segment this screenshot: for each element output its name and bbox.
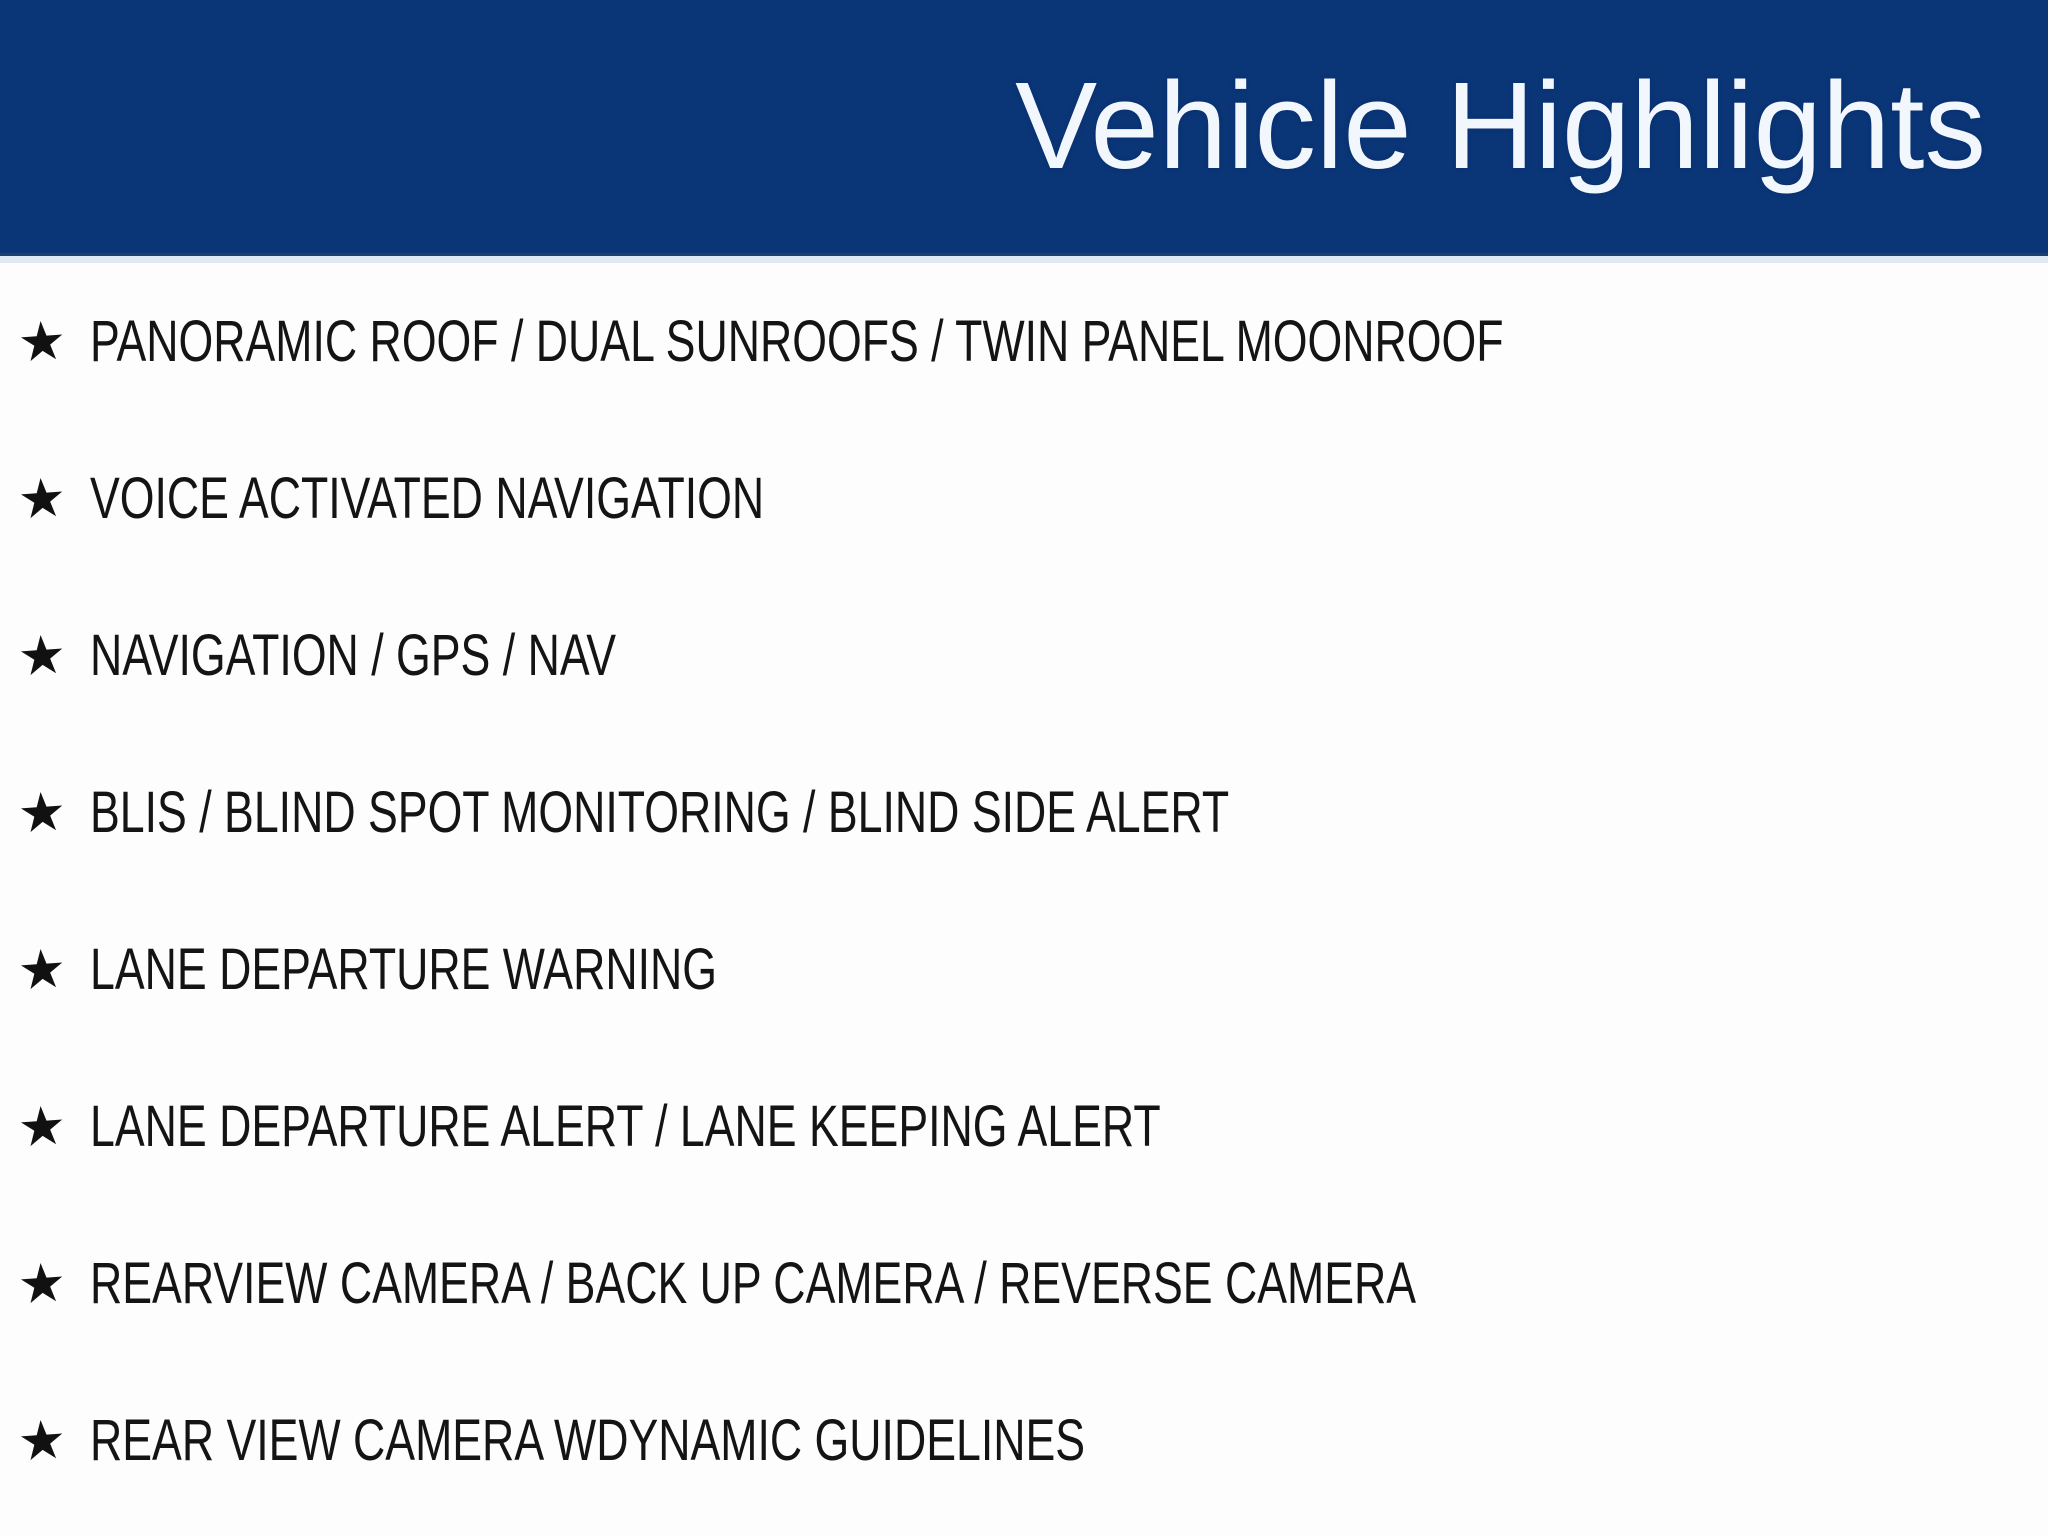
page-title: Vehicle Highlights [1015, 58, 1986, 195]
star-icon: ★ [15, 621, 69, 689]
list-item [0, 263, 2048, 420]
header-bar [0, 0, 2048, 256]
star-icon: ★ [15, 307, 69, 375]
star-icon: ★ [15, 464, 69, 532]
list-item [0, 577, 2048, 734]
star-icon: ★ [15, 935, 69, 1003]
list-item-text: NAVIGATION / GPS / NAV [90, 623, 617, 688]
star-icon: ★ [15, 1406, 69, 1474]
list-item [0, 1362, 2048, 1519]
list-item [0, 734, 2048, 891]
list-item-text: PANORAMIC ROOF / DUAL SUNROOFS / TWIN PANEL MOONROOF [90, 309, 1504, 374]
star-icon: ★ [15, 1092, 69, 1160]
list-item-text: LANE DEPARTURE ALERT / LANE KEEPING ALERT [90, 1094, 1161, 1159]
star-icon: ★ [15, 1249, 69, 1317]
list-item-text: REARVIEW CAMERA / BACK UP CAMERA / REVERSE CAMERA [90, 1251, 1417, 1316]
list-item [0, 891, 2048, 1048]
header-divider [0, 256, 2048, 263]
list-item-text: VOICE ACTIVATED NAVIGATION [90, 466, 765, 531]
list-item-text: BLIS / BLIND SPOT MONITORING / BLIND SIDE ALERT [90, 780, 1230, 845]
star-icon: ★ [15, 778, 69, 846]
list-item [0, 1048, 2048, 1205]
list-item [0, 420, 2048, 577]
list-item-text: REAR VIEW CAMERA WDYNAMIC GUIDELINES [90, 1408, 1086, 1473]
list-item [0, 1205, 2048, 1362]
feature-list [0, 263, 2048, 1536]
list-item-text: LANE DEPARTURE WARNING [90, 937, 717, 1002]
